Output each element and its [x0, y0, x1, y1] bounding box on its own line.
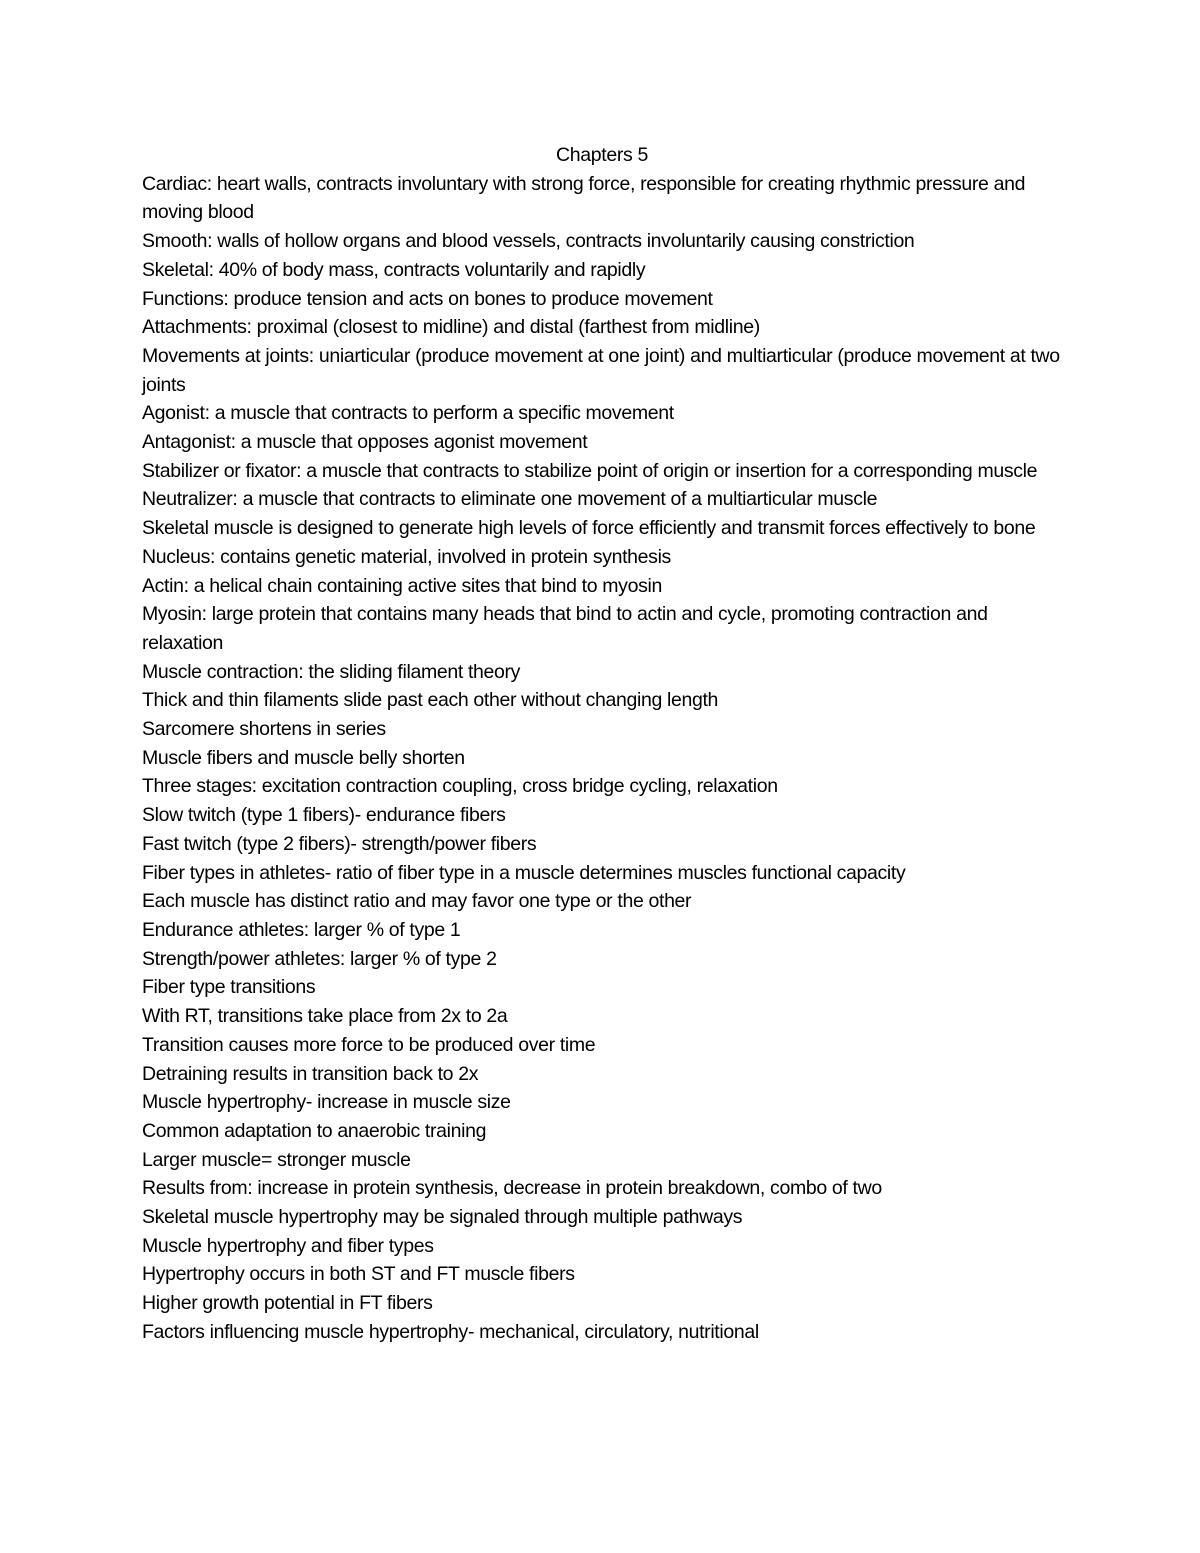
note-line: Slow twitch (type 1 fibers)- endurance fibers [142, 804, 506, 827]
note-line: Actin: a helical chain containing active sites that bind to myosin [142, 574, 662, 597]
note-line: Muscle hypertrophy and fiber types [142, 1234, 434, 1257]
note-line: Common adaptation to anaerobic training [142, 1119, 487, 1142]
note-line: Higher growth potential in FT fibers [142, 1292, 433, 1315]
note-line: Neutralizer: a muscle that contracts to eliminate one movement of a multiarticular muscle [142, 488, 878, 511]
notes-list [142, 170, 1062, 1347]
note-line: Larger muscle= stronger muscle [142, 1148, 411, 1171]
note-line: Strength/power athletes: larger % of type 2 [142, 947, 497, 970]
note-line: Muscle hypertrophy- increase in muscle size [142, 1091, 511, 1114]
note-line: Antagonist: a muscle that opposes agonist movement [142, 431, 588, 454]
note-line: Cardiac: heart walls, contracts involuntary with strong force, responsible for creating rhythmic pressure and moving blood [142, 172, 1026, 224]
note-line: Factors influencing muscle hypertrophy- mechanical, circulatory, nutritional [142, 1320, 759, 1343]
note-line: Each muscle has distinct ratio and may favor one type or the other [142, 890, 692, 913]
note-line: Fast twitch (type 2 fibers)- strength/power fibers [142, 832, 537, 855]
note-line: Muscle contraction: the sliding filament theory [142, 660, 521, 683]
note-line: Functions: produce tension and acts on bones to produce movement [142, 287, 713, 310]
note-line: Stabilizer or fixator: a muscle that contracts to stabilize point of origin or insertion for a corresponding muscle [142, 459, 1038, 482]
note-line: Fiber type transitions [142, 976, 316, 999]
note-line: Agonist: a muscle that contracts to perform a specific movement [142, 402, 674, 425]
note-line: Hypertrophy occurs in both ST and FT muscle fibers [142, 1263, 575, 1286]
note-line: Attachments: proximal (closest to midline) and distal (farthest from midline) [142, 316, 760, 339]
note-line: Endurance athletes: larger % of type 1 [142, 918, 461, 941]
note-line: Nucleus: contains genetic material, involved in protein synthesis [142, 545, 671, 568]
note-line: Detraining results in transition back to 2x [142, 1062, 479, 1085]
note-line: Thick and thin filaments slide past each other without changing length [142, 689, 719, 712]
document-body [142, 141, 1062, 1347]
note-line: Fiber types in athletes- ratio of fiber type in a muscle determines muscles functional capacity [142, 861, 906, 884]
note-line: Skeletal muscle hypertrophy may be signaled through multiple pathways [142, 1206, 743, 1229]
note-line: Muscle fibers and muscle belly shorten [142, 746, 465, 769]
note-line: Skeletal muscle is designed to generate high levels of force efficiently and transmit forces effectively to bone [142, 517, 1036, 540]
note-line: Smooth: walls of hollow organs and blood vessels, contracts involuntarily causing constriction [142, 230, 915, 253]
note-line: Movements at joints: uniarticular (produce movement at one joint) and multiarticular (produce movement at two joints [142, 344, 1060, 396]
note-line: Three stages: excitation contraction coupling, cross bridge cycling, relaxation [142, 775, 778, 798]
note-line: Sarcomere shortens in series [142, 718, 386, 741]
note-line: Transition causes more force to be produced over time [142, 1033, 596, 1056]
note-line: Myosin: large protein that contains many heads that bind to actin and cycle, promoting contraction and relaxation [142, 603, 988, 654]
document-title: Chapters 5 [556, 144, 648, 166]
note-line: Skeletal: 40% of body mass, contracts voluntarily and rapidly [142, 258, 646, 281]
note-line: Results from: increase in protein synthesis, decrease in protein breakdown, combo of two [142, 1177, 882, 1200]
note-line: With RT, transitions take place from 2x to 2a [142, 1005, 508, 1028]
